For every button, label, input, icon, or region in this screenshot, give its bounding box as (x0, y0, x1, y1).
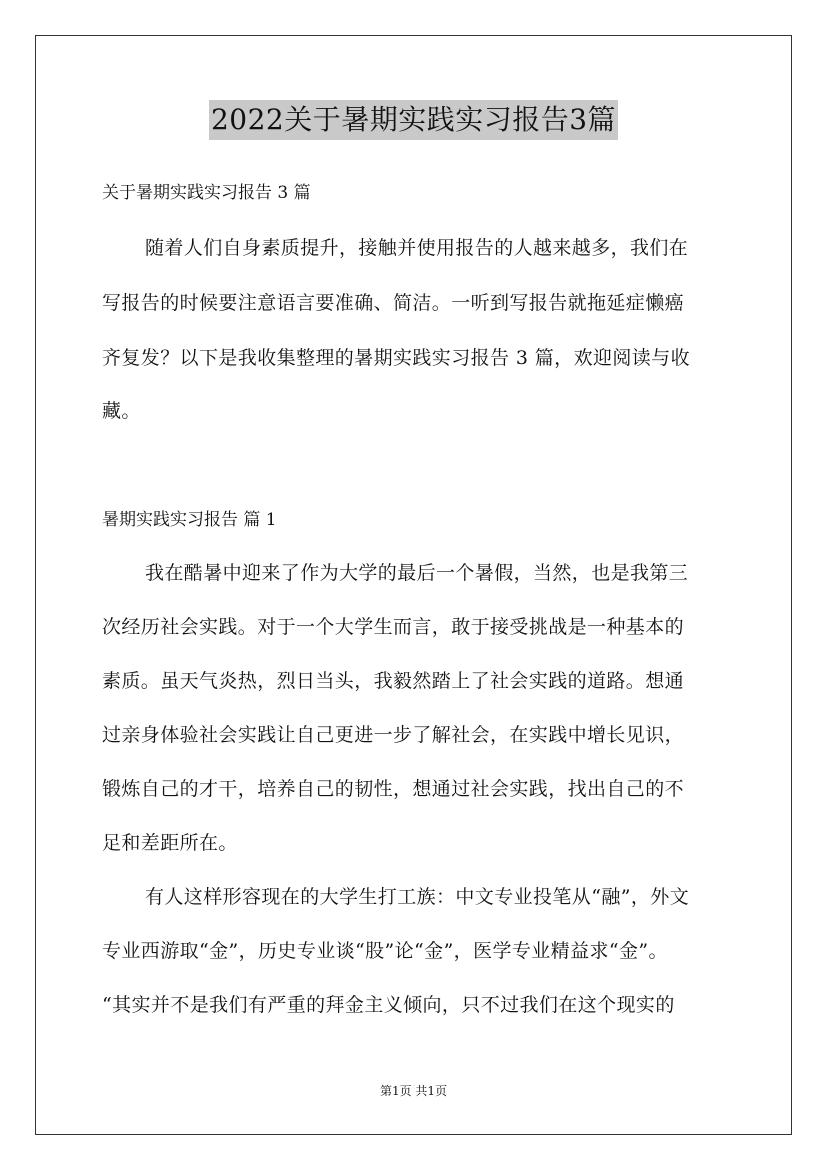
paragraph-line: 我在酷暑中迎来了作为大学的最后一个暑假，当然，也是我第三 (145, 562, 689, 584)
section-heading: 暑期实践实习报告 篇 1 (102, 510, 277, 530)
paragraph-line: 次经历社会实践。对于一个大学生而言，敢于接受挑战是一种基本的 (102, 616, 685, 638)
document-title: 2022关于暑期实践实习报告3篇 (209, 100, 618, 140)
paragraph-line: 有人这样形容现在的大学生打工族：中文专业投笔从“融”，外文 (145, 886, 690, 908)
intro-line: 写报告的时候要注意语言要准确、简洁。一听到写报告就拖延症懒癌 (102, 292, 685, 314)
paragraph-line: 素质。虽天气炎热，烈日当头，我毅然踏上了社会实践的道路。想通 (102, 670, 685, 692)
intro-line: 随着人们自身素质提升，接触并使用报告的人越来越多，我们在 (145, 237, 689, 259)
intro-line: 藏。 (102, 400, 141, 422)
paragraph-line: 足和差距所在。 (102, 832, 238, 854)
paragraph-line: 锻炼自己的才干，培养自己的韧性，想通过社会实践，找出自己的不 (102, 778, 685, 800)
title-container (0, 100, 827, 140)
document-subtitle: 关于暑期实践实习报告 3 篇 (102, 183, 311, 203)
paragraph-line: “其实并不是我们有严重的拜金主义倾向，只不过我们在这个现实的 (102, 994, 675, 1016)
paragraph-line: 专业西游取“金”，历史专业谈“股”论“金”，医学专业精益求“金”。 (102, 940, 668, 962)
page-footer: 第1页 共1页 (379, 1084, 448, 1098)
intro-line: 齐复发？以下是我收集整理的暑期实践实习报告 3 篇，欢迎阅读与收 (102, 347, 690, 369)
paragraph-line: 过亲身体验社会实践让自己更进一步了解社会，在实践中增长见识， (102, 724, 685, 746)
